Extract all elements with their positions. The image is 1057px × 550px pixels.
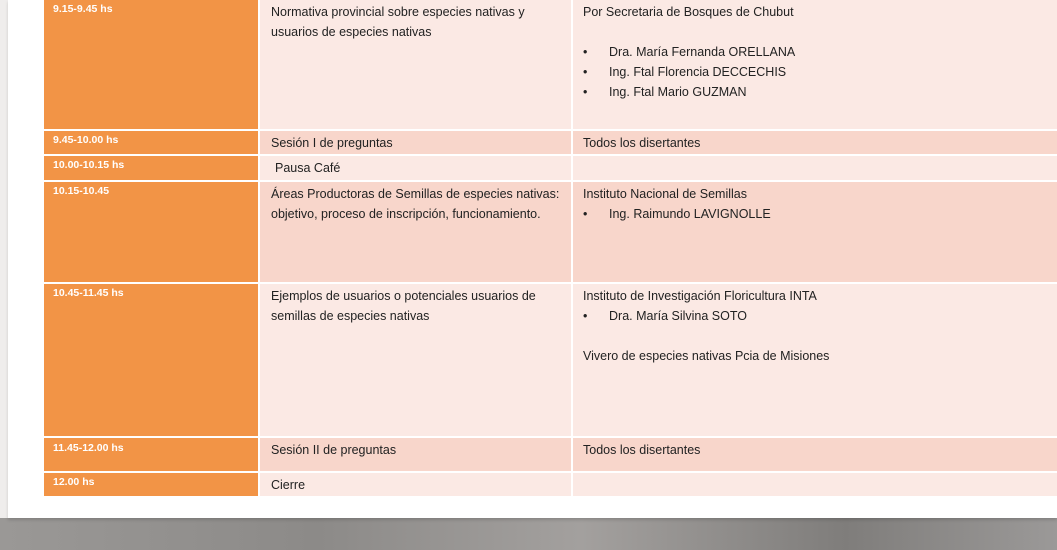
time-cell: 10.00-10.15 hs bbox=[44, 156, 260, 182]
speaker-cell: Todos los disertantes bbox=[573, 131, 1057, 156]
speaker-item: • Ing. Raimundo LAVIGNOLLE bbox=[583, 204, 1057, 224]
speaker-cell bbox=[573, 473, 1057, 498]
speaker-item: • Ing. Ftal Mario GUZMAN bbox=[583, 82, 1057, 102]
speaker-cell bbox=[573, 0, 1057, 131]
topic-cell: Normativa provincial sobre especies nativas y usuarios de especies nativas bbox=[260, 0, 573, 131]
time-cell: 9.15-9.45 hs bbox=[44, 0, 260, 131]
time-cell: 10.15-10.45 bbox=[44, 182, 260, 284]
speaker-org: Instituto Nacional de Semillas bbox=[583, 187, 747, 201]
time-cell: 12.00 hs bbox=[44, 473, 260, 498]
speaker-item: • Ing. Ftal Florencia DECCECHIS bbox=[583, 62, 1057, 82]
speaker-cell bbox=[573, 156, 1057, 182]
speaker-item: • Dra. María Fernanda ORELLANA bbox=[583, 42, 1057, 62]
schedule-table bbox=[44, 0, 1057, 498]
speaker-list bbox=[583, 42, 1057, 102]
speaker-list bbox=[583, 306, 1057, 326]
time-cell: 11.45-12.00 hs bbox=[44, 438, 260, 473]
table-row bbox=[44, 156, 1057, 182]
document-page bbox=[8, 0, 1057, 518]
topic-cell: Sesión I de preguntas bbox=[260, 131, 573, 156]
speaker-cell: Todos los disertantes bbox=[573, 438, 1057, 473]
speaker-cell bbox=[573, 284, 1057, 438]
time-cell: 9.45-10.00 hs bbox=[44, 131, 260, 156]
speaker-org: Por Secretaria de Bosques de Chubut bbox=[583, 5, 794, 19]
topic-cell: Pausa Café bbox=[260, 156, 573, 182]
speaker-org: Vivero de especies nativas Pcia de Misiones bbox=[583, 349, 830, 363]
speaker-item: • Dra. María Silvina SOTO bbox=[583, 306, 1057, 326]
speaker-list bbox=[583, 204, 1057, 224]
table-row bbox=[44, 0, 1057, 131]
topic-cell: Ejemplos de usuarios o potenciales usuarios de semillas de especies nativas bbox=[260, 284, 573, 438]
topic-cell: Áreas Productoras de Semillas de especies nativas: objetivo, proceso de inscripción, funcionamiento. bbox=[260, 182, 573, 284]
table-row bbox=[44, 182, 1057, 284]
table-row bbox=[44, 284, 1057, 438]
table-row bbox=[44, 438, 1057, 473]
background-photo bbox=[0, 518, 1057, 550]
topic-cell: Cierre bbox=[260, 473, 573, 498]
time-cell: 10.45-11.45 hs bbox=[44, 284, 260, 438]
speaker-org: Instituto de Investigación Floricultura INTA bbox=[583, 289, 817, 303]
table-row bbox=[44, 131, 1057, 156]
speaker-cell bbox=[573, 182, 1057, 284]
topic-cell: Sesión II de preguntas bbox=[260, 438, 573, 473]
table-row bbox=[44, 473, 1057, 498]
